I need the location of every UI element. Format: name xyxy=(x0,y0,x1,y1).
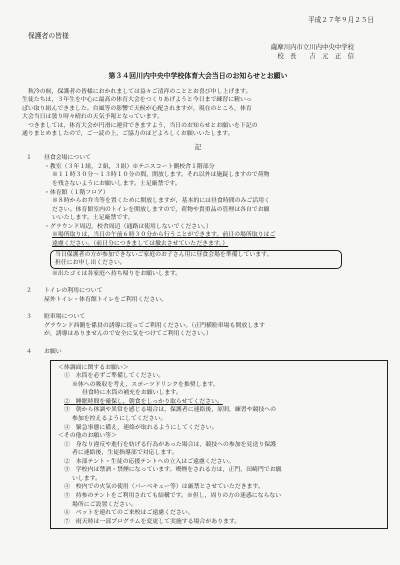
section-heading xyxy=(22,287,374,296)
request-item: ⑥ ペットを連れてのご来校はご遠慮ください。 xyxy=(64,510,194,517)
requests-subheading: ＜体調面に関するお願い＞ xyxy=(58,364,129,371)
lunch-note: ※８時からお弁当等を置くために開放しますが，基本的には昼食時間のみご活用く xyxy=(52,198,270,205)
lunch-note: いいたします。土足厳禁です。 xyxy=(52,215,134,222)
boxed-line: 担任にお申し出ください。 xyxy=(55,260,126,267)
intro-line: つきましては，体育大会が円滑に運営できますよう，当日のお知らせとお願いを下記の xyxy=(28,122,258,129)
lunch-note-underlined: 遠慮ください。（前日分につきましては撤去させていただきます。） xyxy=(52,240,229,247)
lunch-venue-box xyxy=(50,250,342,269)
request-item: 昼食時に水筒の補充をお願いします。 xyxy=(82,390,182,397)
request-item: ※体への吸収を考え，スポーツドリンクを推奨します。 xyxy=(72,381,219,388)
document-title: 第３４回川内中央中学校体育大会当日のお知らせとお願い xyxy=(108,71,288,80)
request-item: 場所にご設置ください。 xyxy=(72,501,137,508)
intro-line: 通りまとめましたので，ご一読の上，ご協力のほどよろしくお願いいたします。 xyxy=(22,131,234,138)
boxed-line: 当日保護者の方が参加できないご家庭のお子さん用に昼食会場を準備しています。 xyxy=(55,251,273,258)
request-item: ① 身なり違反や進行を妨げる行為があった場合は，競技への参加を見送り保護 xyxy=(64,441,277,448)
request-item: 者に連絡後，生徒指導部で対応します。 xyxy=(72,450,178,457)
lunch-venue-gym: ・体育館（１階フロア） xyxy=(44,189,109,196)
requests-subheading: ＜その他のお願い等＞ xyxy=(58,433,117,440)
lunch-note: を残さないようにお願いします。土足厳禁です。 xyxy=(52,181,181,188)
requests-box xyxy=(50,360,388,530)
section-heading xyxy=(22,313,374,322)
sender-name: 校 長 吉 元 正 信 xyxy=(277,52,354,61)
intro-line: ぱい取り組んできました。台風等の影響で天候が心配されますが，現在のところ，体育 xyxy=(22,105,252,112)
intro-text xyxy=(22,88,374,139)
intro-line: 秋冷の候，保護者の皆様におかれましては益々ご清祥のこととお喜び申し上げます。 xyxy=(28,88,252,95)
section-title: お願い xyxy=(44,349,62,356)
section-heading xyxy=(22,348,374,357)
toilet-note: 屋外トイレ・体育館トイレをご利用ください。 xyxy=(44,296,168,303)
parking-note: グラウンド西側を係員の誘導に従ってご利用ください。（正門横駐車場も開放します xyxy=(44,322,265,329)
section-heading xyxy=(22,154,374,163)
trash-note: ※出たゴミは各家庭へ持ち帰りをお願いします。 xyxy=(52,270,182,277)
section-number: ２ xyxy=(26,288,32,295)
ki-heading: 記 xyxy=(194,143,202,152)
lunch-note: ※１１時３０分～１３時１０分の間，開放します。それ以外は施錠しますので荷物 xyxy=(52,172,270,179)
request-item: ② 睡眠時間を確保し，朝食をしっかり取らせてください。 xyxy=(64,398,223,405)
addressee: 保護者の皆様 xyxy=(28,31,69,40)
sender-org: 薩摩川内市立川内中央中学校 xyxy=(270,43,354,52)
request-item: ④ 緊急事態に備え，連絡が取れるようにしてください。 xyxy=(64,424,218,431)
lunch-venue-classroom: ・教室（３年１組，２組，３組）※テニスコート側校舎１階部分 xyxy=(44,163,215,170)
section-title: 昼食会場について xyxy=(44,155,92,162)
intro-line: 大会当日は曇り時々晴れの天気予報となっています。 xyxy=(22,114,163,121)
section-number: １ xyxy=(26,155,32,162)
request-item: ① 水筒を必ずご準備してください。 xyxy=(64,373,165,380)
request-item: ⑤ 持参のテントをご利用されても結構です。※但し，周りの方の迷惑にならない xyxy=(64,493,282,500)
request-item: ③ 朝から体調や異常を感じる場合は，保護者に連絡後，原則，練習や競技への xyxy=(64,407,277,414)
intro-line: 生徒たちは，３年生を中心に最高の体育大会をつくりあげようと今日まで練習に精いっ xyxy=(22,97,252,104)
section-number: ４ xyxy=(26,349,32,356)
request-item: ⑦ 雨天時は一部プログラムを変更して実施する場合があります。 xyxy=(64,518,241,525)
lunch-venue-ground: ・グラウンド周辺，校舎周辺（通路は使用しないでください。） xyxy=(44,223,212,230)
sender xyxy=(22,43,354,60)
request-item: ② 本部テント・生徒の応援テントへの立入はご遠慮ください。 xyxy=(64,458,235,465)
request-item: いします。 xyxy=(72,475,101,482)
lunch-note: ださい。体育館室内のトイレを開放しますので，荷物や貴重品の管理は各自でお願 xyxy=(52,206,270,213)
request-item: 参加を控えるようにしてください。 xyxy=(72,415,167,422)
parking-note: が，誘導はありませんので安全に気をつけてご利用ください。） xyxy=(44,331,212,338)
section-number: ３ xyxy=(26,314,32,321)
lunch-note-underlined: ※場所取りは，当日の午前６時３０分から行うことができます。前日の場所取りはご xyxy=(52,232,276,239)
section-title: 駐車場について xyxy=(44,314,86,321)
request-item: ④ 校内での火気の使用（バーベキュー等）は厳禁とさせていただきます。 xyxy=(64,484,264,491)
request-item: ③ 学校内は禁酒・禁煙になっています。喫煙をされる方は，正門，田崎門でお願 xyxy=(64,467,282,474)
section-title: トイレの利用について xyxy=(44,288,103,295)
issue-date: 平成２７年９月２５日 xyxy=(308,16,374,24)
